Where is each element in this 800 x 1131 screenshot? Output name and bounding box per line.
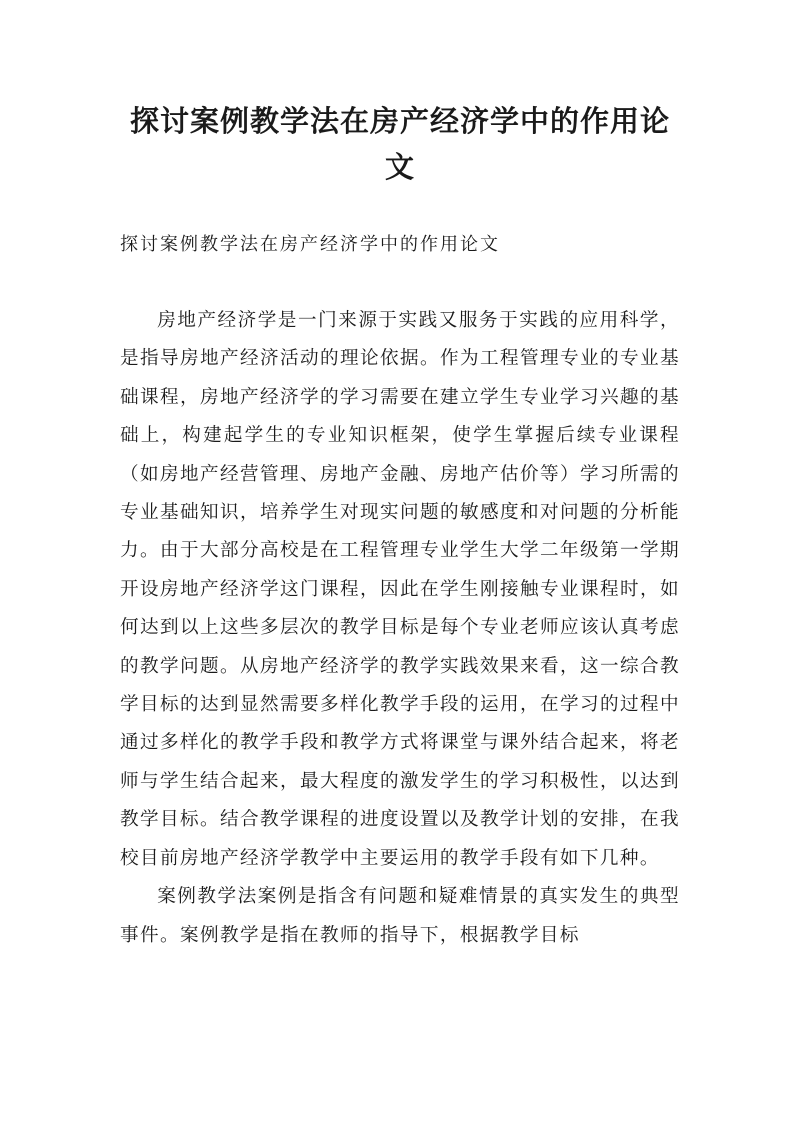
document-subtitle: 探讨案例教学法在房产经济学中的作用论文 [120,234,500,255]
document-title: 探讨案例教学法在房产经济学中的作用论文 [129,104,670,184]
document-body [120,302,680,955]
body-paragraph-1: 房地产经济学是一门来源于实践又服务于实践的应用科学，是指导房地产经济活动的理论依据。作为工程管理专业的专业基础课程，房地产经济学的学习需要在建立学生专业学习兴趣的基础上，构建起学生的专业知识框架，使学生掌握后续专业课程（如房地产经营管理、房地产金融、房地产估价等）学习所需的专业基础知识，培养学生对现实问题的敏感度和对问题的分析能力。由于大部分高校是在工程管理专业学生大学二年级第一学期开设房地产经济学这门课程，因此在学生刚接触专业课程时，如何达到以上这些多层次的教学目标是每个专业老师应该认真考虑的教学问题。从房地产经济学的教学实践效果来看，这一综合教学目标的达到显然需要多样化教学手段的运用，在学习的过程中通过多样化的教学手段和教学方式将课堂与课外结合起来，将老师与学生结合起来，最大程度的激发学生的学习积极性，以达到教学目标。结合教学课程的进度设置以及教学计划的安排，在我校目前房地产经济学教学中主要运用的教学手段有如下几种。 [120,310,680,869]
body-paragraph-2: 案例教学法案例是指含有问题和疑难情景的真实发生的典型事件。案例教学是指在教师的指导下，根据教学目标 [120,886,680,946]
